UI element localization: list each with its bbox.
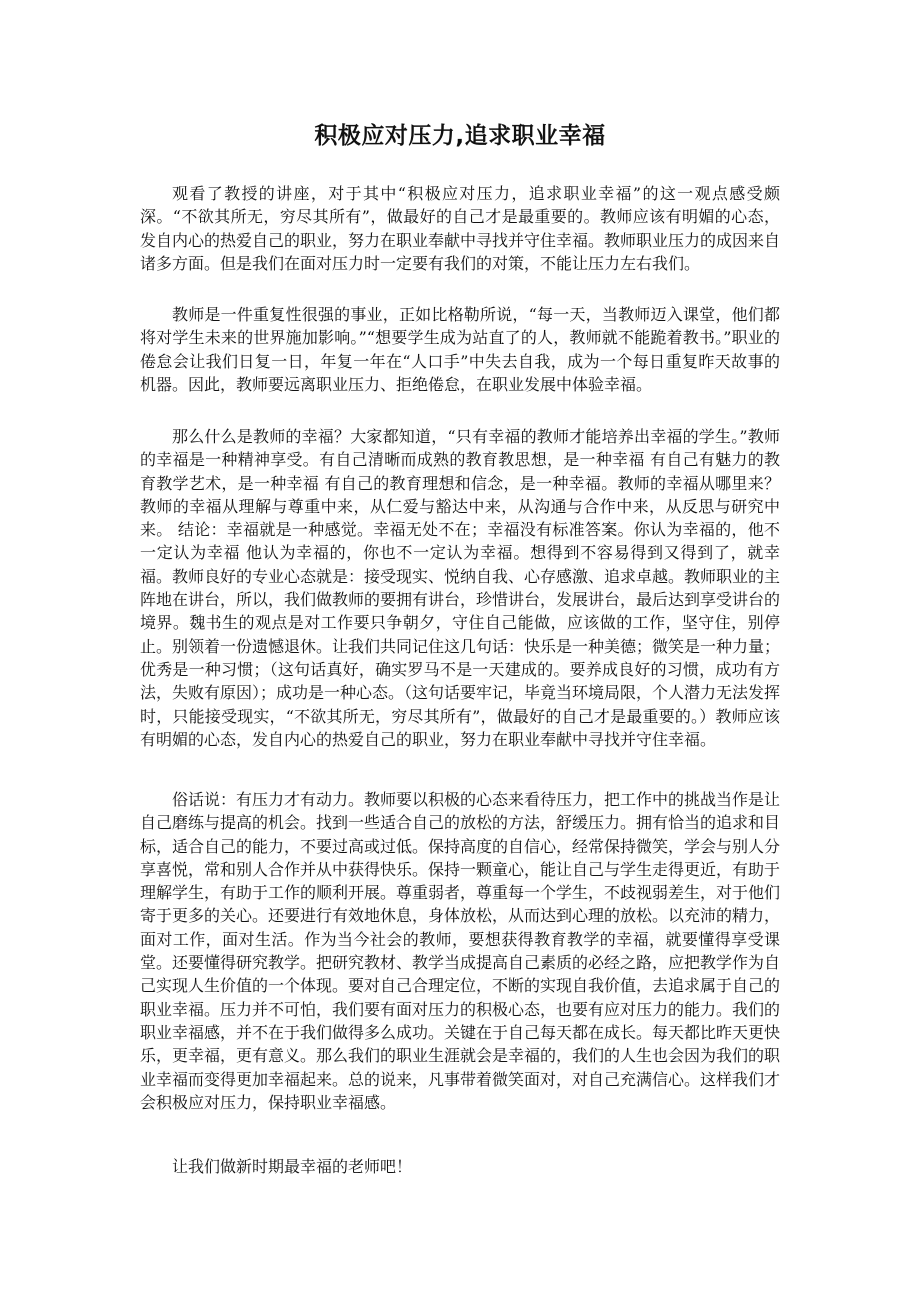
paragraph-5: 让我们做新时期最幸福的老师吧！ <box>172 1157 413 1176</box>
paragraph-4: 俗话说：有压力才有动力。教师要以积极的心态来看待压力，把工作中的挑战当作是让自己磨练与提高的机会。找到一些适合自己的放松的方法，舒缓压力。拥有恰当的追求和目标，适合自己的能力，不要过高或过低。保持高度的自信心，经常保持微笑，学会与别人分享喜悦，常和别人合作并从中获得快乐。保持一颗童心，能让自己与学生走得更近，有助于理解学生，有助于工作的顺利开展。尊重弱者，尊重每一个学生，不歧视弱差生，对于他们寄于更多的关心。还要进行有效地休息，身体放松，从而达到心理的放松。以充沛的精力，面对工作，面对生活。作为当今社会的教师，要想获得教育教学的幸福，就要懂得享受课堂。还要懂得研究教学。把研究教材、教学当成提高自己素质的必经之路，应把教学作为自己实现人生价值的一个体现。要对自己合理定位，不断的实现自我价值，去追求属于自己的职业幸福。压力并不可怕，我们要有面对压力的积极心态，也要有应对压力的能力。我们的职业幸福感，并不在于我们做得多么成功。关键在于自己每天都在成长。每天都比昨天更快乐，更幸福，更有意义。那么我们的职业生涯就会是幸福的，我们的人生也会因为我们的职业幸福而变得更加幸福起来。总的说来，凡事带着微笑面对，对自己充满信心。这样我们才会积极应对压力，保持职业幸福感。 <box>140 790 781 1112</box>
document-title: 积极应对压力,追求职业幸福 <box>314 123 606 149</box>
paragraph-2: 教师是一件重复性很强的事业，正如比格勒所说，“每一天，当教师迈入课堂，他们都将对学生未来的世界施加影响。”“想要学生成为站直了的人，教师就不能跪着教书。”职业的倦怠会让我们日复一日，年复一年在“人口手”中失去自我，成为一个每日重复昨天故事的机器。因此，教师要远离职业压力、拒绝倦怠，在职业发展中体验幸福。 <box>140 305 780 394</box>
paragraph-3: 那么什么是教师的幸福？大家都知道，“只有幸福的教师才能培养出幸福的学生。”教师的幸福是一种精神享受。有自己清晰而成熟的教育教思想，是一种幸福 有自己有魅力的教育教学艺术，是一种幸福 有自己的教育理想和信念，是一种幸福。教师的幸福从哪里来？教师的幸福从理解与尊重中来，从仁爱与豁达中来，从沟通与合作中来，从反思与研究中来。 结论：幸福就是一种感觉。幸福无处不在；幸福没有标准答案。你认为幸福的，他不一定认为幸福 他认为幸福的，你也不一定认为幸福。想得到不容易得到又得到了，就幸福。教师良好的专业心态就是：接受现实、悦纳自我、心存感激、追求卓越。教师职业的主阵地在讲台，所以，我们做教师的要拥有讲台，珍惜讲台，发展讲台，最后达到享受讲台的境界。魏书生的观点是对工作要只争朝夕，守住自己能做，应该做的工作，坚守住，别停止。别领着一份遗憾退休。让我们共同记住这几句话：快乐是一种美德；微笑是一种力量；优秀是一种习惯；（这句话真好，确实罗马不是一天建成的。要养成良好的习惯，成功有方法，失败有原因）；成功是一种心态。（这句话要牢记，毕竟当环境局限，个人潜力无法发挥时，只能接受现实，“不欲其所无，穷尽其所有”，做最好的自己才是最重要的。）教师应该有明媚的心态，发自内心的热爱自己的职业，努力在职业奉献中寻找并守住幸福。 <box>140 427 781 749</box>
paragraph-1: 观看了教授的讲座，对于其中“积极应对压力，追求职业幸福”的这一观点感受颇深。“不欲其所无，穷尽其所有”，做最好的自己才是最重要的。教师应该有明媚的心态，发自内心的热爱自己的职业，努力在职业奉献中寻找并守住幸福。教师职业压力的成因来自诸多方面。但是我们在面对压力时一定要有我们的对策，不能让压力左右我们。 <box>140 184 781 273</box>
